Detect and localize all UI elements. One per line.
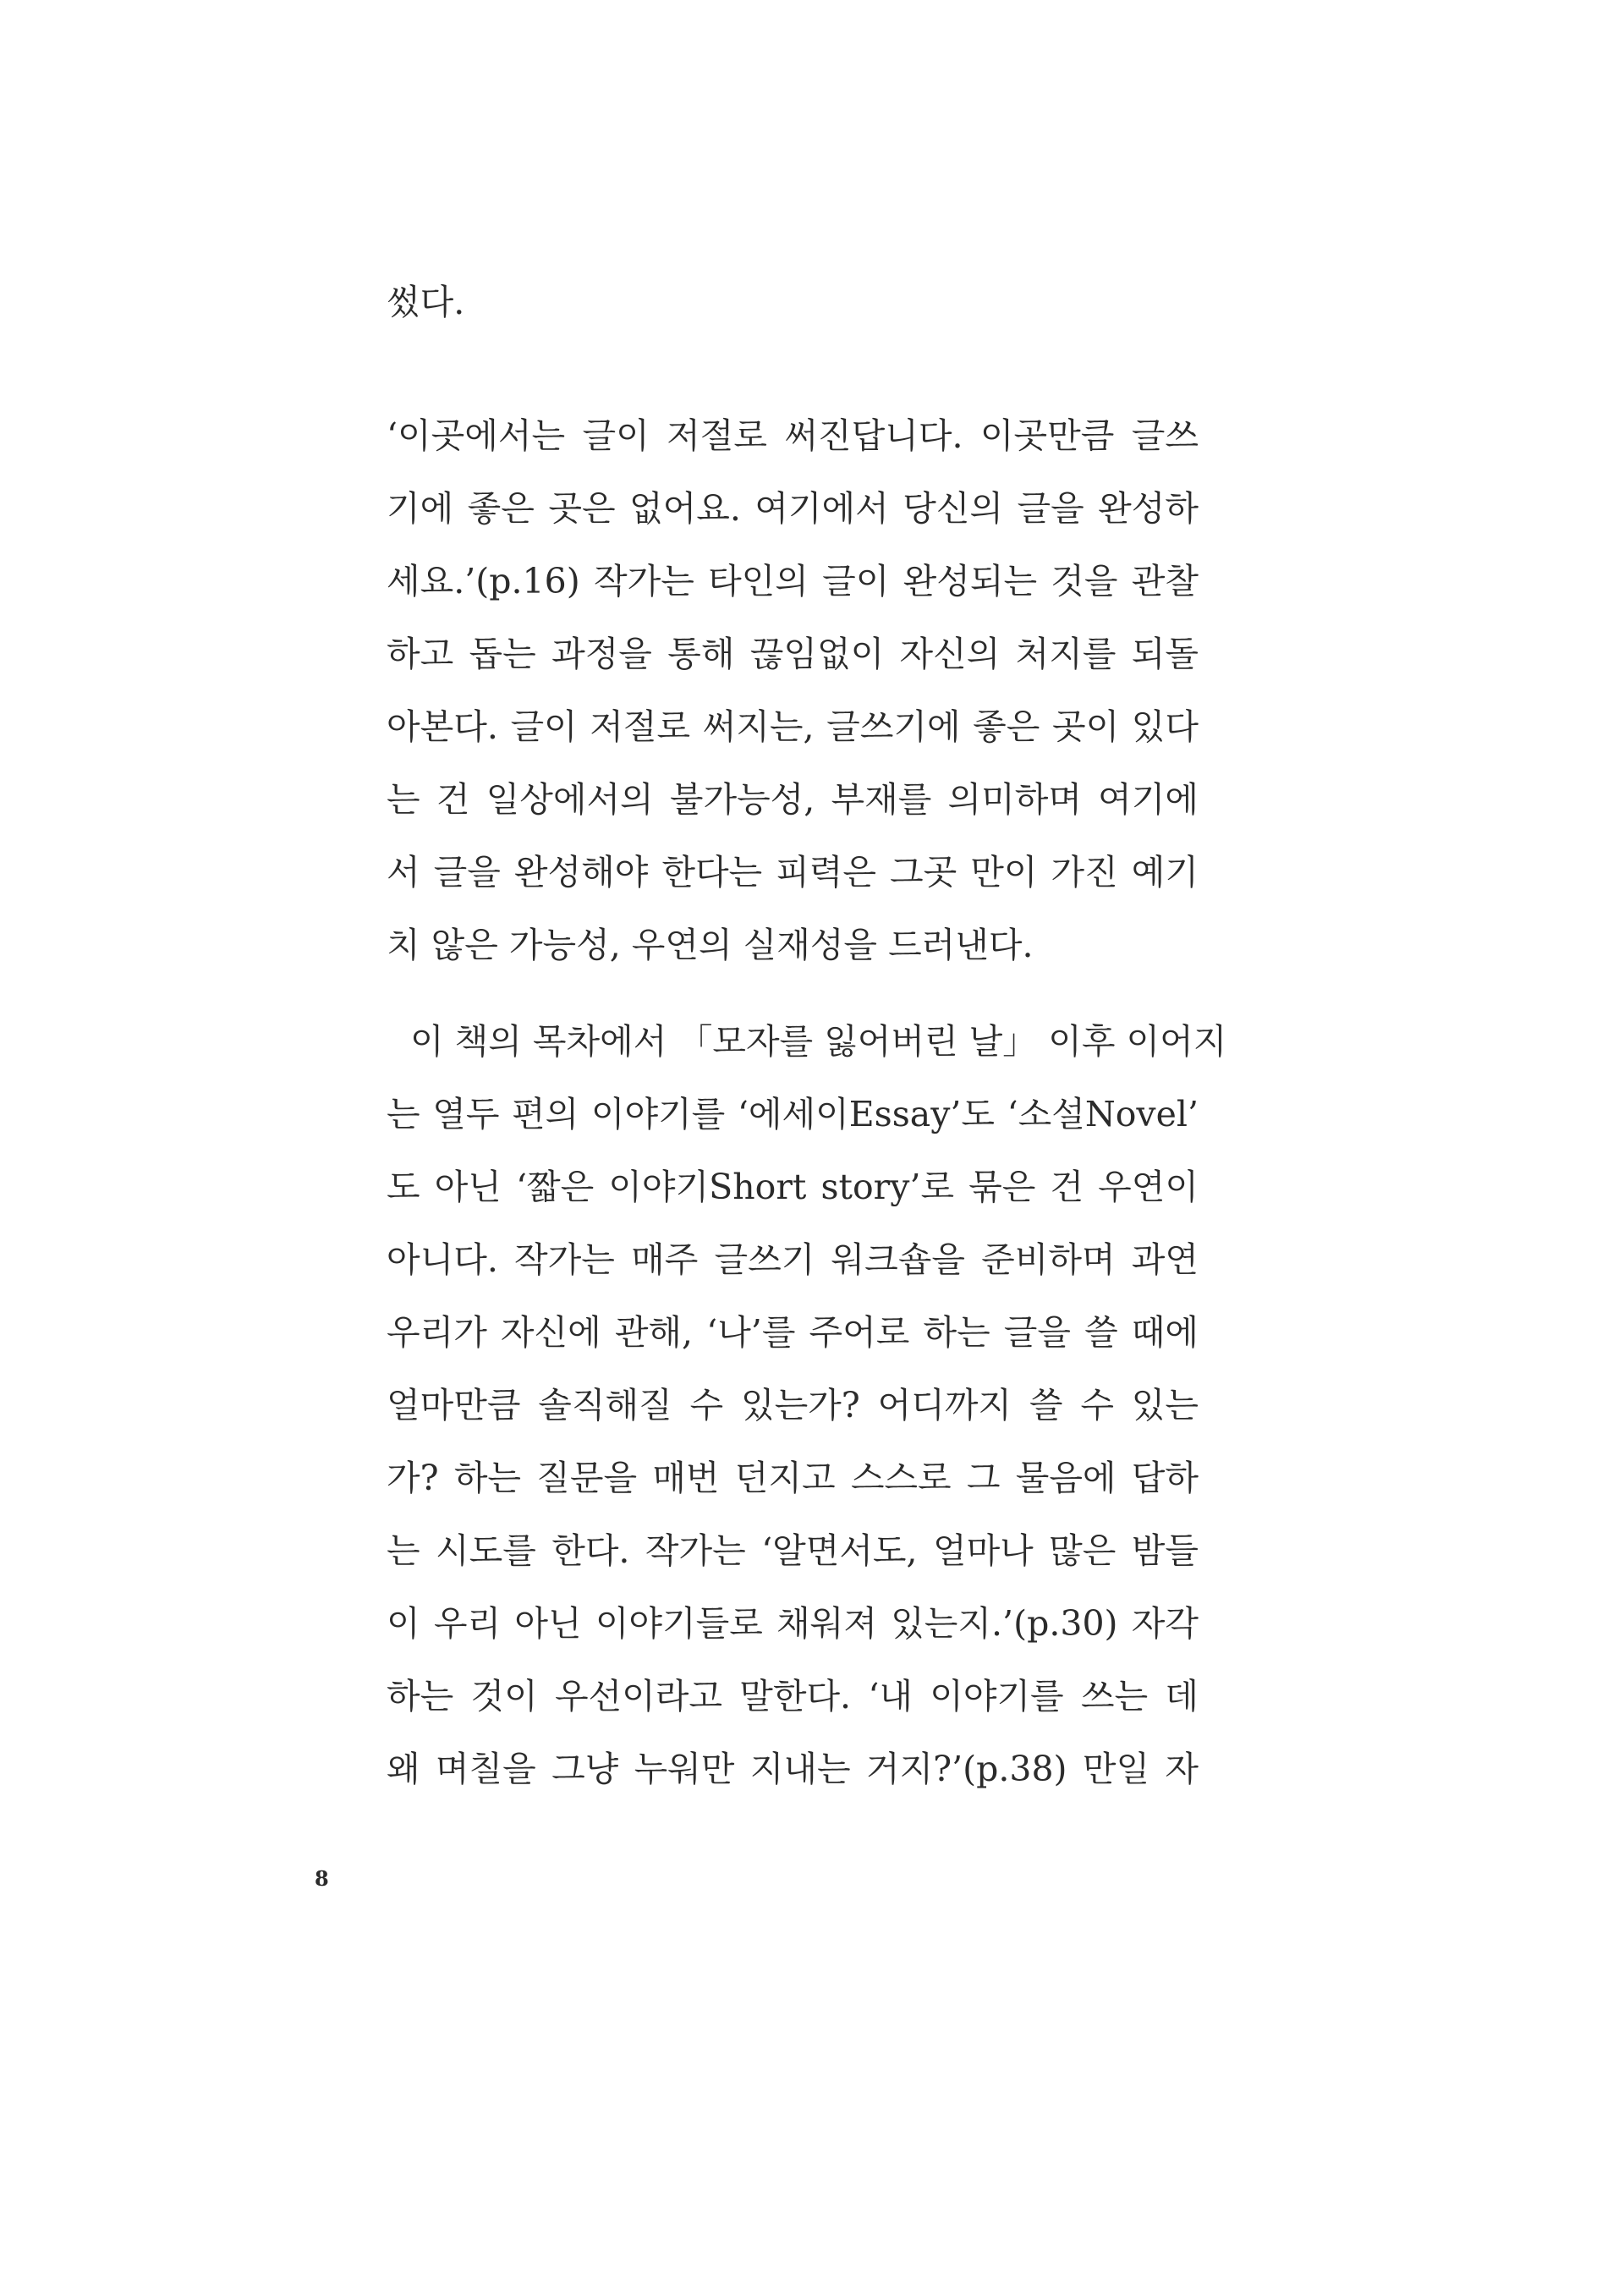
- text-line: 세요.’(p.16) 작가는 타인의 글이 완성되는 것을 관찰: [387, 561, 1199, 601]
- text-line: ‘이곳에서는 글이 저절로 써진답니다. 이곳만큼 글쓰: [387, 415, 1199, 456]
- text-line: 서 글을 완성해야 한다는 피력은 그곳 만이 가진 예기: [387, 852, 1199, 893]
- page-number: 8: [315, 1866, 329, 1891]
- text-line: 얼마만큼 솔직해질 수 있는가? 어디까지 쓸 수 있는: [387, 1385, 1199, 1425]
- text-line: 우리가 자신에 관해, ‘나’를 주어로 하는 글을 쓸 때에: [387, 1312, 1199, 1353]
- paragraph-2: [387, 399, 1199, 981]
- text-line: 아본다. 글이 저절로 써지는, 글쓰기에 좋은 곳이 있다: [387, 706, 1199, 747]
- text-line: 하는 것이 우선이라고 말한다. ‘내 이야기를 쓰는 데: [387, 1676, 1199, 1716]
- paragraph-1: [387, 266, 1199, 338]
- text-line: 도 아닌 ‘짧은 이야기Short story’로 묶은 건 우연이: [387, 1167, 1199, 1207]
- text-line: 하고 돕는 과정을 통해 끊임없이 자신의 처지를 되돌: [387, 634, 1199, 674]
- text-line: 이 책의 목차에서 「모자를 잃어버린 날」 이후 이어지: [410, 1021, 1227, 1062]
- text-line: 아니다. 작가는 매주 글쓰기 워크숍을 준비하며 과연: [387, 1239, 1199, 1280]
- text-line: 가? 하는 질문을 매번 던지고 스스로 그 물음에 답하: [387, 1458, 1199, 1498]
- text-line: 는 시도를 한다. 작가는 ‘알면서도, 얼마나 많은 밤들: [387, 1530, 1199, 1571]
- text-line: 왜 며칠을 그냥 누워만 지내는 거지?’(p.38) 만일 자: [387, 1749, 1199, 1789]
- text-line: 썼다.: [387, 282, 465, 322]
- text-line: 기에 좋은 곳은 없어요. 여기에서 당신의 글을 완성하: [387, 488, 1199, 529]
- text-line: 는 건 일상에서의 불가능성, 부재를 의미하며 여기에: [387, 779, 1199, 820]
- text-line: 는 열두 편의 이야기를 ‘에세이Essay’도 ‘소설Novel’: [387, 1094, 1199, 1134]
- paragraph-3: [387, 1005, 1227, 1805]
- text-line: 이 우리 아닌 이야기들로 채워져 있는지.’(p.30) 자각: [387, 1603, 1199, 1644]
- text-line: 치 않은 가능성, 우연의 실재성을 드러낸다.: [387, 925, 1034, 965]
